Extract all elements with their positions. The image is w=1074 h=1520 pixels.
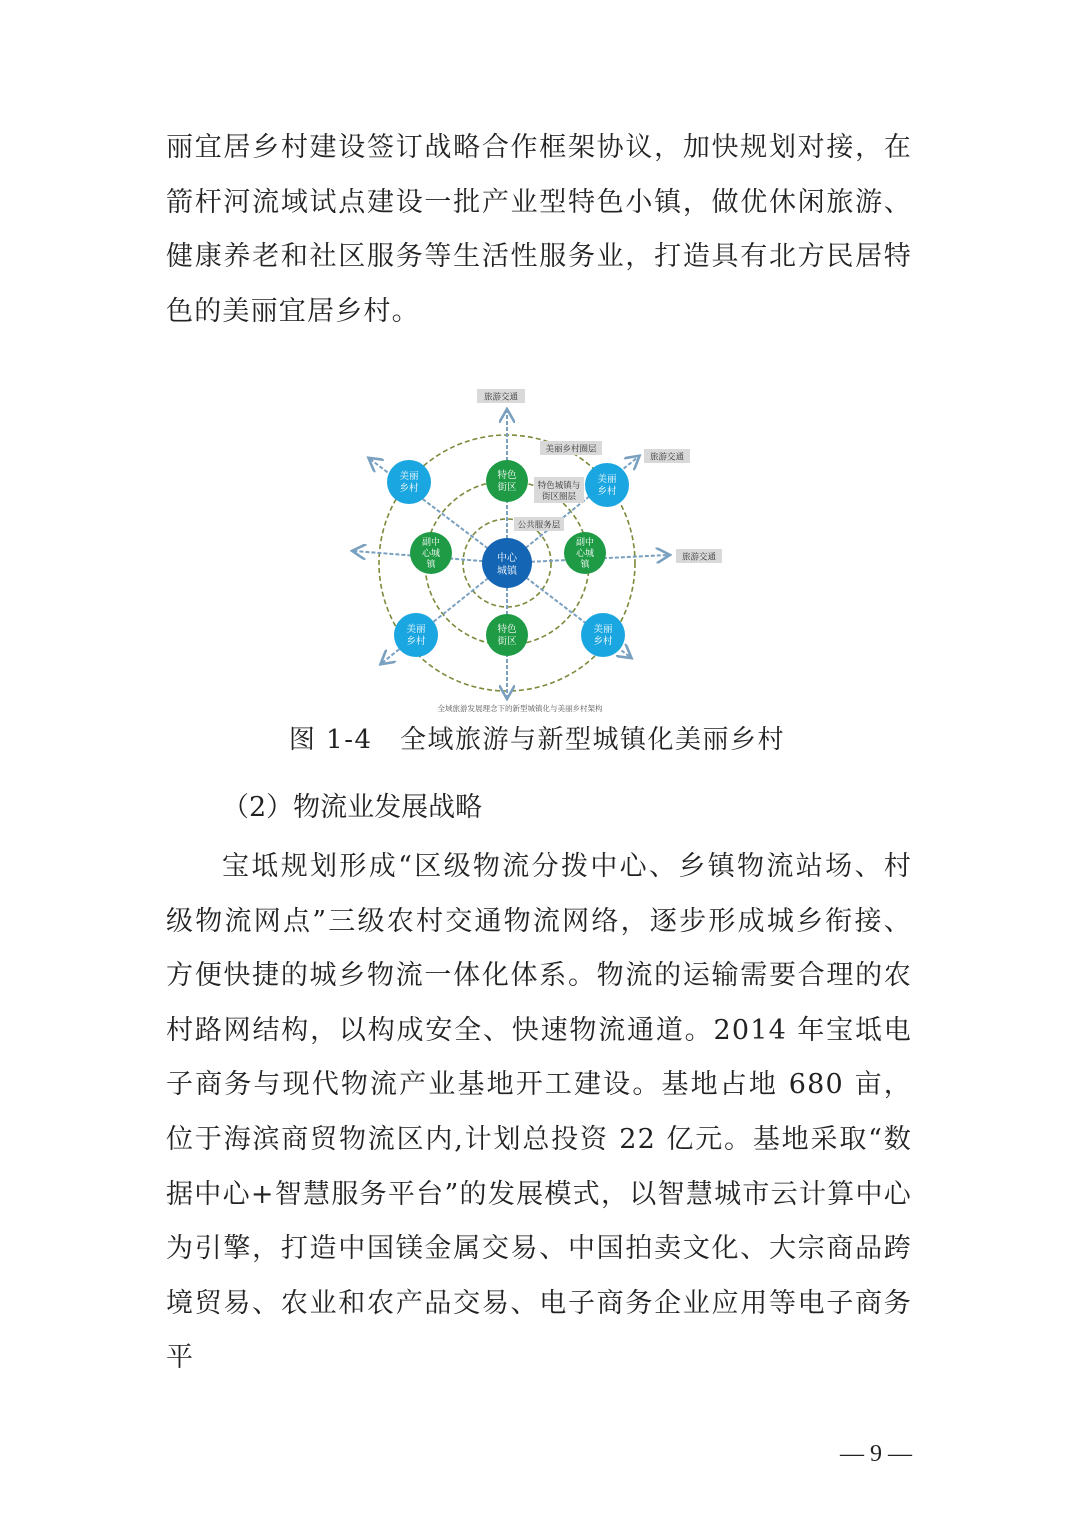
village-ring-label: 美丽乡村圈层: [545, 444, 597, 455]
subcenter-left-line3: 镇: [426, 560, 436, 570]
village-tr-line1: 美丽: [597, 474, 617, 485]
village-bl-line1: 美丽: [406, 624, 426, 635]
subcenter-right-line2: 心城: [575, 549, 595, 559]
body-paragraph-1: 丽宜居乡村建设签订战略合作框架协议，加快规划对接，在箭杆河流域试点建设一批产业型特色小镇，做优休闲旅游、健康养老和社区服务等生活性服务业，打造具有北方民居特色的美丽宜居乡村。: [166, 132, 912, 327]
subcenter-left-line2: 心城: [421, 549, 441, 559]
street-node-top: [486, 460, 528, 502]
center-node-line1: 中心: [497, 553, 517, 564]
travel-label-upright: 旅游交通: [649, 452, 685, 463]
public-service-label: 公共服务层: [517, 520, 561, 531]
page-number: — 9 —: [840, 1441, 912, 1467]
town-ring-label-line1: 特色城镇与: [537, 481, 581, 491]
village-tl-line1: 美丽: [399, 471, 419, 482]
street-bottom-line2: 街区: [497, 636, 517, 647]
center-node-line2: 城镇: [497, 566, 517, 577]
subcenter-right-line1: 副中: [575, 538, 595, 548]
street-top-line1: 特色: [497, 470, 517, 481]
body-paragraph-2: 宝坻规划形成“区级物流分拨中心、乡镇物流站场、村级物流网点”三级农村交通物流网络，逐步形成城乡衔接、方便快捷的城乡物流一体化体系。物流的运输需要合理的农村路网结构，以构成安全、快速物流通道。2014 年宝坻电子商务与现代物流产业基地开工建设。基地占地 680 亩，位于海滨商贸物流区内,计划总投资 22 亿元。基地采取“数据中心+智慧服务平台”的发展模式，以智慧城市云计算中心为引擎，打造中国镁金属交易、中国拍卖文化、大宗商品跨境贸易、农业和农产品交易、电子商务企业应用等电子商务平: [166, 851, 912, 1374]
village-node-topleft: [387, 460, 431, 504]
street-bottom-line1: 特色: [497, 624, 517, 635]
village-bl-line2: 乡村: [406, 636, 426, 647]
subcenter-right-line3: 镇: [580, 560, 590, 570]
travel-label-right: 旅游交通: [681, 552, 717, 563]
village-br-line1: 美丽: [593, 624, 613, 635]
village-tr-line2: 乡村: [597, 486, 617, 497]
village-node-topright: [585, 463, 629, 507]
village-node-bottomright: [581, 613, 625, 657]
village-tl-line2: 乡村: [399, 483, 419, 494]
section-heading: （2）物流业发展战略: [222, 792, 483, 823]
village-node-bottomleft: [394, 613, 438, 657]
figure-urban-rural-diagram: [340, 385, 740, 715]
town-ring-label-line2: 街区圈层: [541, 492, 577, 502]
figure-inner-caption: 全域旅游发展理念下的新型城镇化与美丽乡村架构: [437, 704, 603, 713]
street-node-bottom: [486, 614, 528, 656]
figure-caption: 图 1-4 全域旅游与新型城镇化美丽乡村: [288, 725, 786, 755]
village-br-line2: 乡村: [593, 636, 613, 647]
subcenter-left-line1: 副中: [421, 538, 441, 548]
street-top-line2: 街区: [497, 482, 517, 493]
travel-label-top: 旅游交通: [483, 392, 519, 403]
